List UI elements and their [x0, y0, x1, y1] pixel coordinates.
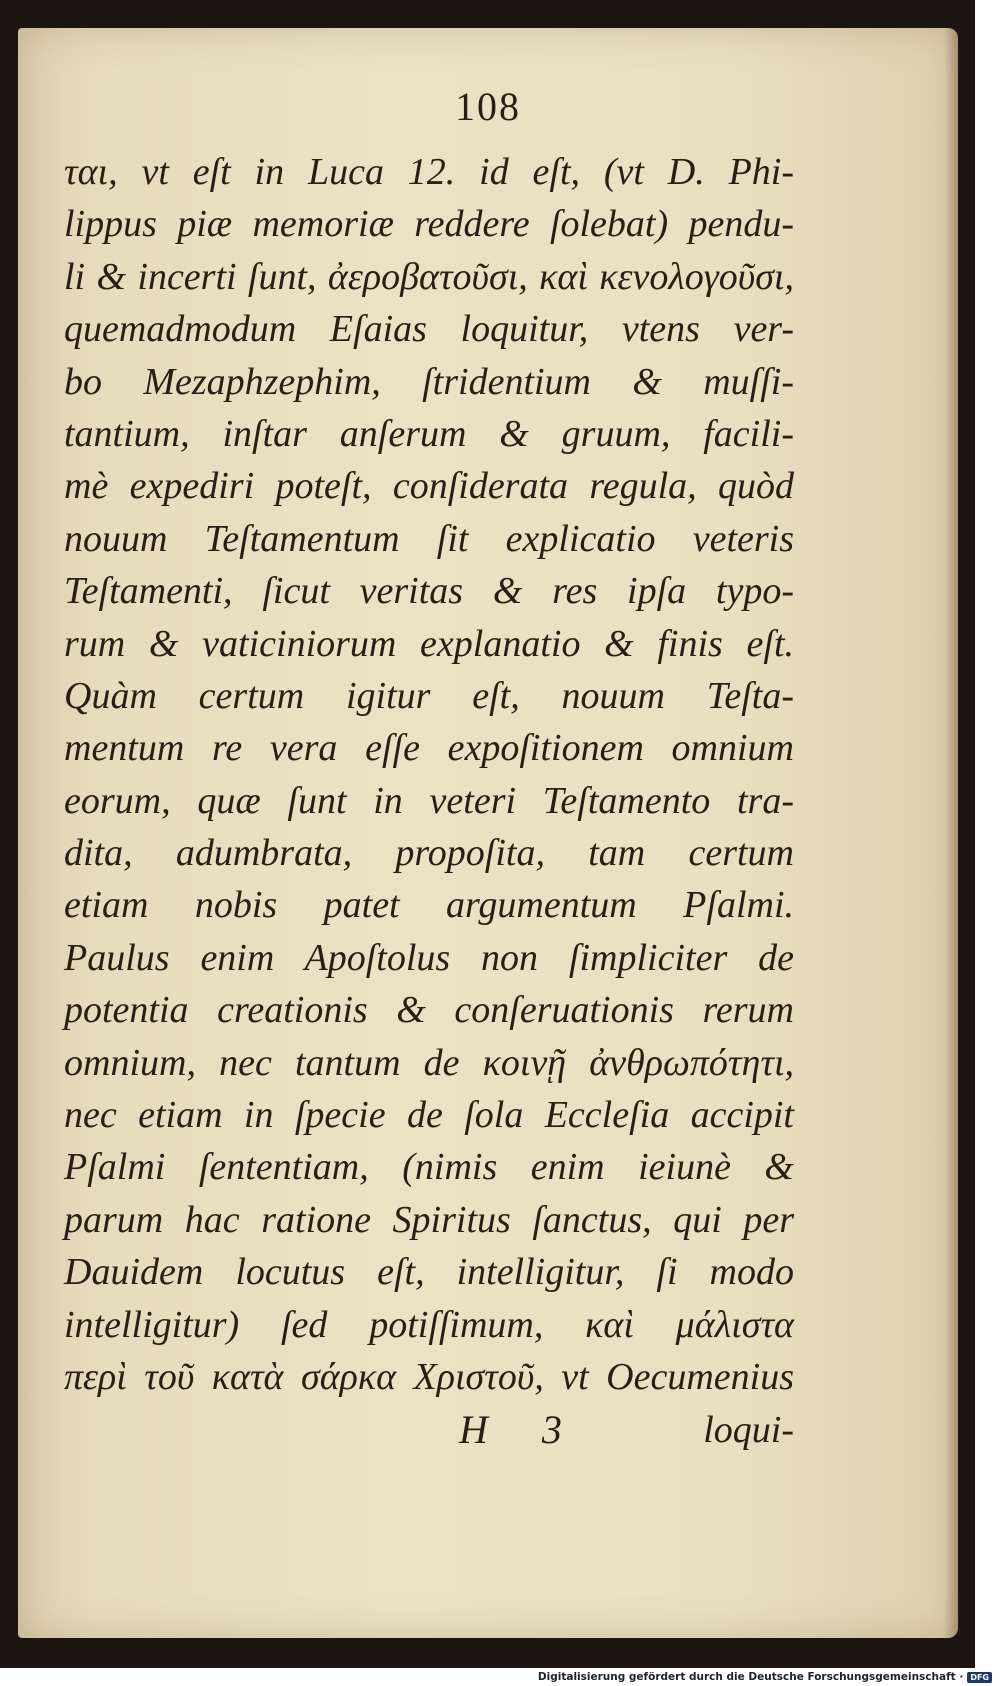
- text-line: dita, adumbrata, propoſita, tam certum: [64, 832, 794, 875]
- text-line: Teſtamenti, ſicut veritas & res ipſa typo-: [64, 570, 794, 613]
- text-line: parum hac ratione Spiritus ſanctus, qui per: [64, 1198, 794, 1241]
- text-line: lippus piæ memoriæ reddere ſolebat) pendu-: [64, 203, 794, 246]
- text-line: potentia creationis & conſeruationis rerum: [64, 989, 794, 1032]
- text-line: li & incerti ſunt, ἀεροβατοῦσι, καὶ κενολογοῦσι,: [64, 255, 794, 298]
- body-text: [64, 146, 794, 1403]
- credit-text: Digitalisierung gefördert durch die Deutsche Forschungsgemeinschaft ·: [537, 1671, 964, 1683]
- page-footer: [64, 1404, 794, 1456]
- text-line: etiam nobis patet argumentum Pſalmi.: [64, 884, 794, 927]
- text-line: eorum, quæ ſunt in veteri Teſtamento tra-: [64, 779, 794, 822]
- book-page: [18, 28, 958, 1638]
- text-line: mè expediri poteſt, conſiderata regula, quòd: [64, 465, 794, 508]
- text-line: quemadmodum Eſaias loquitur, vtens ver-: [64, 308, 794, 351]
- text-line: Pſalmi ſententiam, (nimis enim ieiunè &: [64, 1146, 794, 1189]
- text-line: Quàm certum igitur eſt, nouum Teſta-: [64, 674, 794, 717]
- catchword: loqui-: [703, 1409, 794, 1451]
- text-line: mentum re vera eſſe expoſitionem omnium: [64, 727, 794, 770]
- text-line: intelligitur) ſed potiſſimum, καὶ μάλιστα: [64, 1303, 794, 1346]
- text-line: nouum Teſtamentum ſit explicatio veteris: [64, 517, 794, 560]
- text-line: περὶ τοῦ κατὰ σάρκα Χριστοῦ, vt Oecumenius: [64, 1355, 794, 1398]
- text-line: Paulus enim Apoſtolus non ſimpliciter de: [64, 936, 794, 979]
- text-line: Dauidem locutus eſt, intelligitur, ſi modo: [64, 1251, 794, 1294]
- text-line: ται, vt eſt in Luca 12. id eſt, (vt D. Phi-: [64, 151, 794, 193]
- text-line: rum & vaticiniorum explanatio & finis eſt.: [64, 622, 794, 665]
- text-line: bo Mezaphzephim, ſtridentium & muſſi-: [64, 360, 794, 403]
- page-number: 108: [455, 84, 521, 129]
- signature-mark: H 3: [459, 1407, 584, 1452]
- page-edge-shadow: [944, 28, 958, 1638]
- digitization-credit: [538, 1671, 992, 1683]
- text-line: tantium, inſtar anſerum & gruum, facili-: [64, 412, 794, 455]
- dfg-logo-icon: DFG: [967, 1672, 992, 1683]
- text-line: nec etiam in ſpecie de ſola Eccleſia accipit: [64, 1094, 794, 1137]
- text-line: omnium, nec tantum de κοινῇ ἀνθρωπότητι,: [64, 1041, 794, 1084]
